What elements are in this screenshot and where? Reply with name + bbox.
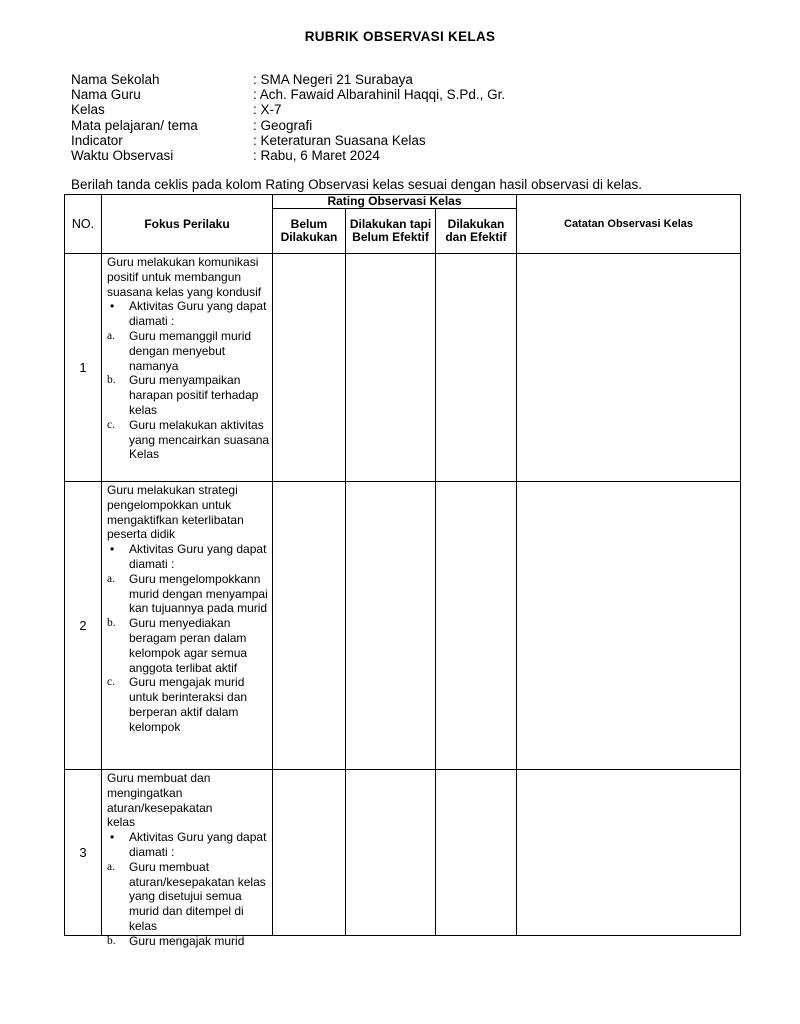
- focus-bullet: • Aktivitas Guru yang dapat diamati :: [107, 542, 270, 572]
- focus-heading: Guru melakukan komunikasi positif untuk membangun suasana kelas yang kondusif: [107, 255, 262, 299]
- focus-item-text: Guru mengelompokkannmurid dengan menyampaikan tujuannya pada murid: [129, 571, 268, 616]
- header-tapi-belum: Dilakukan tapi Belum Efektif: [346, 209, 436, 254]
- table-row: [65, 770, 741, 936]
- focus-item: [107, 616, 270, 675]
- focus-cell: [102, 482, 273, 770]
- focus-item-text: Guru mengajak murid untuk berinteraksi dan berperan aktif dalam kelompok: [129, 675, 248, 734]
- info-row-school: [71, 72, 505, 87]
- focus-item: [107, 675, 270, 734]
- info-block: [71, 72, 505, 163]
- info-label: Indicator: [71, 132, 123, 148]
- focus-item: [107, 934, 270, 949]
- info-row-time: [71, 148, 505, 163]
- header-rating-group: Rating Observasi Kelas: [273, 195, 517, 209]
- info-value: : X-7: [253, 102, 282, 118]
- info-row-teacher: [71, 87, 505, 102]
- catatan-cell[interactable]: [517, 254, 741, 482]
- info-label: Mata pelajaran/ tema: [71, 117, 198, 133]
- header-belum: Belum Dilakukan: [273, 209, 346, 254]
- catatan-cell[interactable]: [517, 482, 741, 770]
- focus-item-text: Guru menyediakan beragam peran dalam kelompok agar semua anggota terlibat aktif: [129, 616, 248, 675]
- info-value: : Geografi: [253, 117, 313, 133]
- info-value: : SMA Negeri 21 Surabaya: [253, 72, 413, 87]
- rating-efektif-cell[interactable]: [436, 770, 517, 936]
- rating-belum-cell[interactable]: [273, 482, 346, 770]
- catatan-cell[interactable]: [517, 770, 741, 936]
- info-label: Waktu Observasi: [71, 148, 174, 164]
- rating-belum-cell[interactable]: [273, 254, 346, 482]
- info-row-class: [71, 102, 505, 117]
- focus-item-text: Guru membuat aturan/kesepakatan kelas yang disetujui semua murid dan ditempel di kelas: [129, 859, 266, 933]
- header-catatan: Catatan Observasi Kelas: [517, 195, 741, 254]
- focus-heading: Guru membuat dan mengingatkan aturan/kesepakatan kelas: [107, 771, 213, 830]
- focus-heading: Guru melakukan strategi pengelompokkan untuk mengaktifkan keterlibatan peserta didik: [107, 483, 244, 542]
- focus-bullet: • Aktivitas Guru yang dapat diamati :: [107, 299, 270, 329]
- info-value: : Keteraturan Suasana Kelas: [253, 132, 426, 148]
- focus-item-text: Guru menyampaikan harapan positif terhadap kelas: [129, 373, 259, 417]
- focus-item: [107, 329, 270, 373]
- header-fokus: Fokus Perilaku: [102, 195, 273, 254]
- document-title: RUBRIK OBSERVASI KELAS: [304, 29, 496, 44]
- info-row-subject: [71, 118, 505, 133]
- focus-item: [107, 860, 270, 934]
- row-number: 3: [65, 770, 102, 936]
- rating-belum-cell[interactable]: [273, 770, 346, 936]
- instruction-text: Berilah tanda ceklis pada kolom Rating Observasi kelas sesuai dengan hasil observasi di kelas.: [71, 177, 643, 192]
- row-number: 2: [65, 482, 102, 770]
- table-row: [65, 254, 741, 482]
- rating-efektif-cell[interactable]: [436, 254, 517, 482]
- info-row-indicator: [71, 133, 505, 148]
- focus-bullet: • Aktivitas Guru yang dapat diamati :: [107, 830, 270, 860]
- focus-cell: [102, 254, 273, 482]
- focus-item: [107, 373, 270, 417]
- rating-tapi-belum-cell[interactable]: [346, 482, 436, 770]
- focus-cell: [102, 770, 273, 948]
- info-value: : Rabu, 6 Maret 2024: [253, 148, 380, 164]
- rating-tapi-belum-cell[interactable]: [346, 770, 436, 936]
- observation-table: [64, 194, 741, 948]
- focus-item: [107, 572, 270, 616]
- focus-item-text: Guru melakukan aktivitas yang mencairkan suasana Kelas: [129, 417, 270, 462]
- info-label: Nama Guru: [71, 87, 141, 103]
- focus-item-text: Guru memanggil murid dengan menyebut namanya: [129, 328, 252, 373]
- focus-item-text: Guru mengajak murid: [129, 933, 245, 948]
- focus-item: [107, 418, 270, 462]
- rating-efektif-cell[interactable]: [436, 482, 517, 770]
- info-label: Kelas: [71, 102, 105, 118]
- table-row: [65, 482, 741, 770]
- rating-tapi-belum-cell[interactable]: [346, 254, 436, 482]
- header-no: NO.: [65, 195, 102, 254]
- info-value: : Ach. Fawaid Albarahinil Haqqi, S.Pd., Gr.: [253, 87, 506, 103]
- row-number: 1: [65, 254, 102, 482]
- header-efektif: Dilakukan dan Efektif: [436, 209, 517, 254]
- info-label: Nama Sekolah: [71, 72, 160, 87]
